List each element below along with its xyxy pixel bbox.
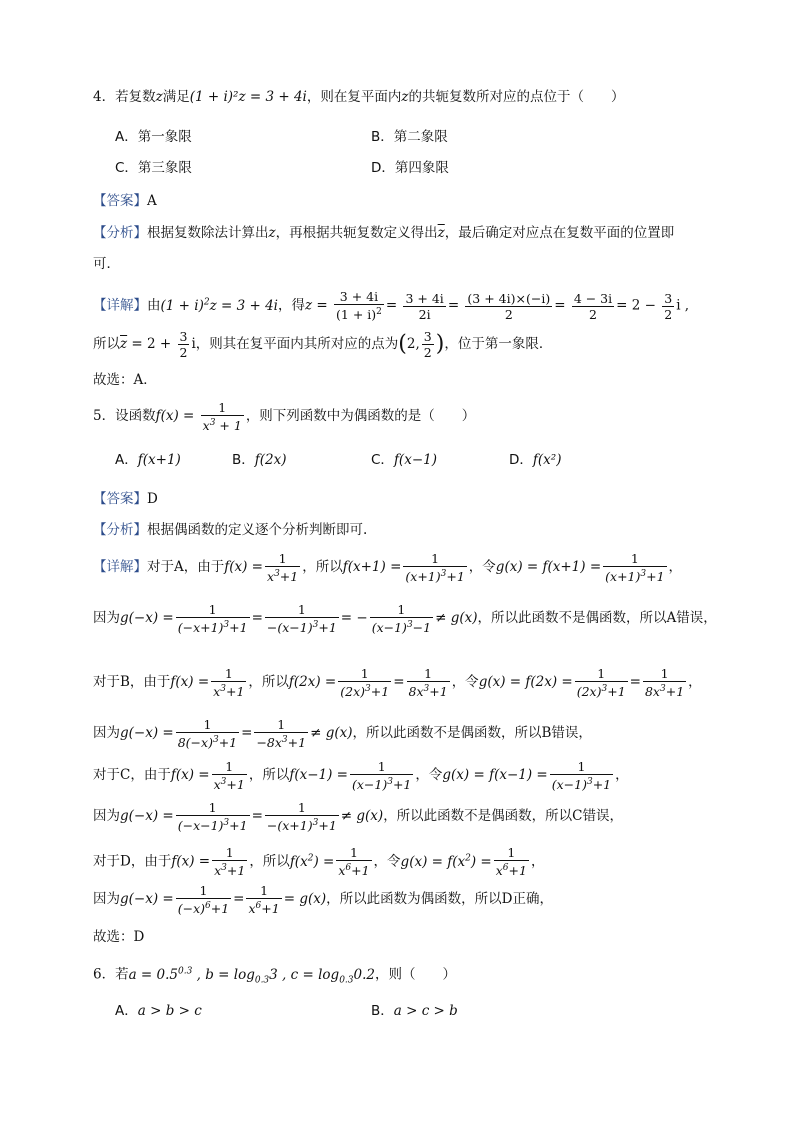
q5-stem: 5．设函数f(x) = $\frac{1}{x^3 + 1}$ ，则下列函数中为偶函数的是（ ）: [93, 399, 476, 434]
q6-option-b: B．a > c > b: [371, 1003, 458, 1019]
q5-detail-b1: 对于B，由于f(x) = $\frac{1}{x^3+1}$ ，所以f(2x) = $\frac{1}{(2x)^3+1}$ = $\frac{1}{8x^3+1}$ ，令g(x) = f(2x) = $\frac{1}{(2x)^3+1}$ = $\frac{1}{8x^3+1}$ ，: [93, 665, 702, 700]
q5-detail-d2: 因为g(−x) = $\frac{1}{(-x)^6+1}$ = $\frac{1}{x^6+1}$ = g(x)，所以此函数为偶函数，所以D正确，: [93, 882, 553, 917]
q4-detail-1: 【详解】由$(1 + i)^2z = 3 + 4i$，得z = $\frac{3 + 4i}{(1 + i)^2}$ = $\frac{3 + 4i}{2i}$ = $\frac{(3 + 4i)\times(-i)}{2}$ = $\frac{4 - 3i}{2}$ = 2 − $\frac{3}{2}$ i ,: [93, 289, 690, 323]
q4-option-a: A．第一象限: [115, 129, 192, 145]
q5-detail-d1: 对于D，由于f(x) = $\frac{1}{x^3+1}$ ，所以$f(x^2)$ = $\frac{1}{x^6+1}$ ，令$g(x) = f(x^2)$ = $\frac{1}{x^6+1}$ ，: [93, 845, 545, 879]
q4-analysis-cont: 可．: [93, 256, 120, 272]
q4-option-c: C．第三象限: [115, 160, 192, 176]
q5-option-a: A．f(x+1): [115, 452, 181, 468]
q5-answer: 【答案】D: [93, 491, 158, 507]
q6-stem: 6．若$a = 0.5^{0.3}$ , $b = \log_{0.3}3$ , $c = \log_{0.3}0.2$，则（ ）: [93, 966, 456, 986]
q4-option-d: D．第四象限: [371, 160, 449, 176]
q5-option-b: B．f(2x): [232, 452, 287, 468]
q6-option-a: A．a > b > c: [115, 1003, 202, 1019]
q4-answer: 【答案】A: [93, 193, 157, 209]
q4-detail-2: 所以$\overline{z} = 2$ + $\frac{3}{2}$ i，则其在复平面内其所对应的点为(2, $\frac{3}{2}$ )，位于第一象限．: [93, 329, 553, 360]
q5-option-c: C．f(x−1): [371, 452, 437, 468]
q4-stem: 4．若复数z满足(1 + i)²z = 3 + 4i，则在复平面内z的共轭复数所对应的点位于（ ）: [93, 89, 625, 105]
q4-option-b: B．第二象限: [371, 129, 448, 145]
q5-detail-c2: 因为g(−x) = $\frac{1}{(-x-1)^3+1}$ = $\frac{1}{-(x+1)^3+1}$ ≠ g(x)，所以此函数不是偶函数，所以C错误，: [93, 799, 624, 834]
q5-detail-c1: 对于C，由于f(x) = $\frac{1}{x^3+1}$ ，所以f(x−1) = $\frac{1}{(x-1)^3+1}$ ，令g(x) = f(x−1) = $\frac{1}{(x-1)^3+1}$ ，: [93, 758, 629, 793]
q5-detail-b2: 因为g(−x) = $\frac{1}{8(-x)^3+1}$ = $\frac{1}{-8x^3+1}$ ≠ g(x)，所以此函数不是偶函数，所以B错误，: [93, 716, 592, 751]
q4-analysis: 【分析】根据复数除法计算出z，再根据共轭复数定义得出$\overline{z}$，最后确定对应点在复数平面的位置即: [93, 225, 675, 241]
q5-option-d: D．f(x²): [509, 452, 562, 468]
q5-detail-a1: 【详解】对于A，由于f(x) = $\frac{1}{x^3+1}$ ，所以f(x+1) = $\frac{1}{(x+1)^3+1}$ ，令g(x) = f(x+1) = $\frac{1}{(x+1)^3+1}$ ，: [93, 550, 683, 585]
q5-choose: 故选：D: [93, 929, 145, 945]
q5-analysis: 【分析】根据偶函数的定义逐个分析判断即可.: [93, 522, 368, 538]
q4-choose: 故选：A．: [93, 372, 157, 388]
q5-detail-a2: 因为g(−x) = $\frac{1}{(-x+1)^3+1}$ = $\frac{1}{-(x-1)^3+1}$ = − $\frac{1}{(x-1)^3-1}$ ≠ g(x)，所以此函数不是偶函数，所以A错误，: [93, 601, 717, 636]
